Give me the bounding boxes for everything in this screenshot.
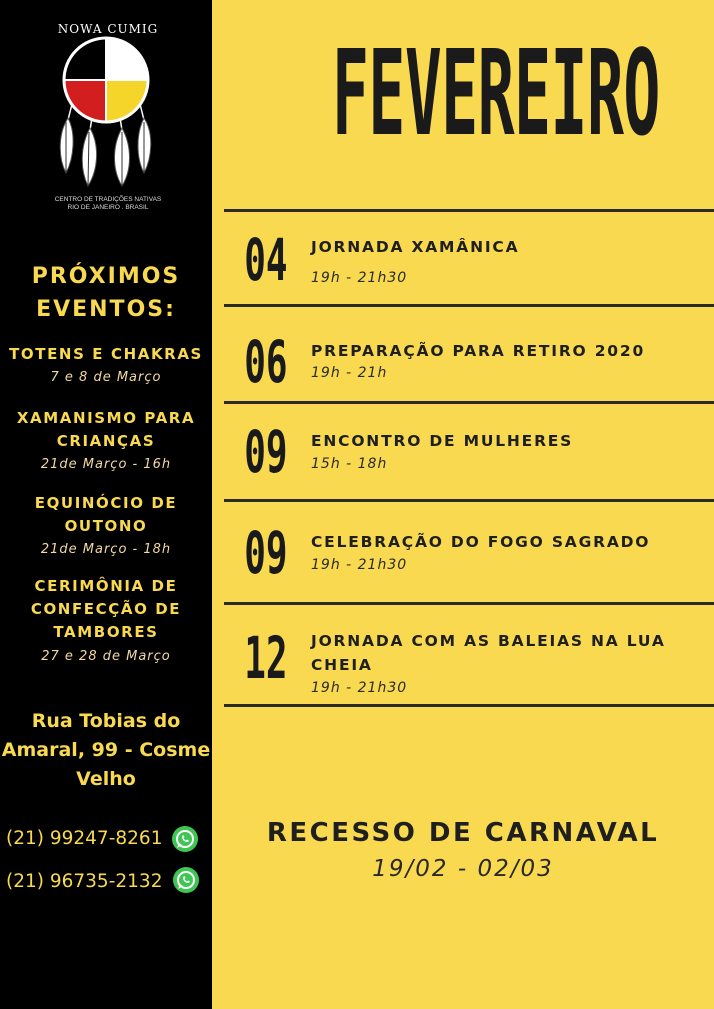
divider	[224, 304, 714, 307]
whatsapp-icon[interactable]	[173, 867, 199, 893]
divider	[224, 209, 714, 212]
divider	[224, 602, 714, 605]
phone-number[interactable]: (21) 96735-2132	[6, 871, 163, 892]
recess-title: RECESSO DE CARNAVAL	[266, 818, 660, 848]
event-day: 04	[244, 226, 288, 294]
event-title-line: ENCONTRO DE MULHERES	[311, 432, 574, 450]
upcoming-event-title-line: XAMANISMO PARA	[16, 409, 196, 427]
sidebar	[0, 0, 212, 1009]
upcoming-event-title	[0, 343, 212, 366]
month-title: FEVEREIRO	[332, 24, 660, 162]
divider	[224, 499, 714, 502]
event-title	[311, 235, 701, 259]
event-title	[311, 339, 701, 363]
upcoming-heading-line: EVENTOS:	[36, 297, 176, 322]
recess-dates: 19/02 - 02/03	[372, 856, 554, 882]
org-logo	[48, 8, 168, 213]
upcoming-event-title-line: CRIANÇAS	[56, 432, 156, 450]
event-day: 09	[244, 519, 288, 587]
event-day: 12	[244, 624, 288, 692]
event-title-line: JORNADA XAMÂNICA	[311, 238, 520, 256]
event-title-line: JORNADA COM AS BALEIAS NA LUA	[311, 632, 666, 650]
upcoming-event-date: 7 e 8 de Março	[50, 370, 162, 385]
event-title-line: CHEIA	[311, 656, 373, 674]
upcoming-event-date: 21de Março - 18h	[40, 542, 172, 557]
event-title	[311, 429, 701, 453]
event-day: 06	[244, 328, 288, 396]
upcoming-event-title-line: CERIMÔNIA DE	[34, 577, 178, 595]
upcoming-event-date: 27 e 28 de Março	[41, 649, 171, 664]
event-title	[311, 629, 701, 677]
event-time: 19h - 21h30	[311, 680, 408, 696]
event-title	[311, 530, 701, 554]
upcoming-event-title-line: TOTENS E CHAKRAS	[9, 345, 203, 363]
upcoming-event-title-line: EQUINÓCIO DE	[34, 494, 178, 512]
event-time: 19h - 21h	[311, 365, 388, 381]
upcoming-event-date: 21de Março - 16h	[40, 457, 172, 472]
address-line: Velho	[76, 768, 136, 790]
event-time: 19h - 21h30	[311, 270, 408, 286]
event-time: 19h - 21h30	[311, 557, 408, 573]
event-title-line: CELEBRAÇÃO DO FOGO SAGRADO	[311, 533, 651, 551]
logo-subtitle	[48, 196, 168, 212]
upcoming-heading-line: PRÓXIMOS	[31, 264, 181, 289]
event-day: 09	[244, 418, 288, 486]
divider	[224, 401, 714, 404]
upcoming-event-title-line: TAMBORES	[53, 623, 159, 641]
logo-subtitle-line: CENTRO DE TRADIÇÕES NATIVAS	[54, 196, 162, 203]
event-title-line: PREPARAÇÃO PARA RETIRO 2020	[311, 342, 646, 360]
address-line: Rua Tobias do	[31, 710, 181, 732]
divider	[224, 704, 714, 707]
upcoming-event-title	[0, 492, 212, 538]
whatsapp-icon[interactable]	[172, 826, 198, 852]
upcoming-event-title-line: OUTONO	[64, 517, 148, 535]
event-time: 15h - 18h	[311, 456, 388, 472]
main-panel	[212, 0, 714, 1009]
upcoming-event-title	[0, 575, 212, 644]
upcoming-event-title	[0, 407, 212, 453]
upcoming-heading	[0, 260, 212, 326]
logo-subtitle-line: RIO DE JANEIRO . BRASIL	[67, 204, 149, 211]
address-line: Amaral, 99 - Cosme	[1, 739, 211, 761]
upcoming-event-title-line: CONFECÇÃO DE	[30, 600, 182, 618]
logo-name: NOWA CUMIG	[57, 22, 159, 36]
medicine-wheel-logo-icon	[48, 8, 168, 198]
address	[0, 707, 212, 794]
phone-number[interactable]: (21) 99247-8261	[6, 828, 163, 849]
